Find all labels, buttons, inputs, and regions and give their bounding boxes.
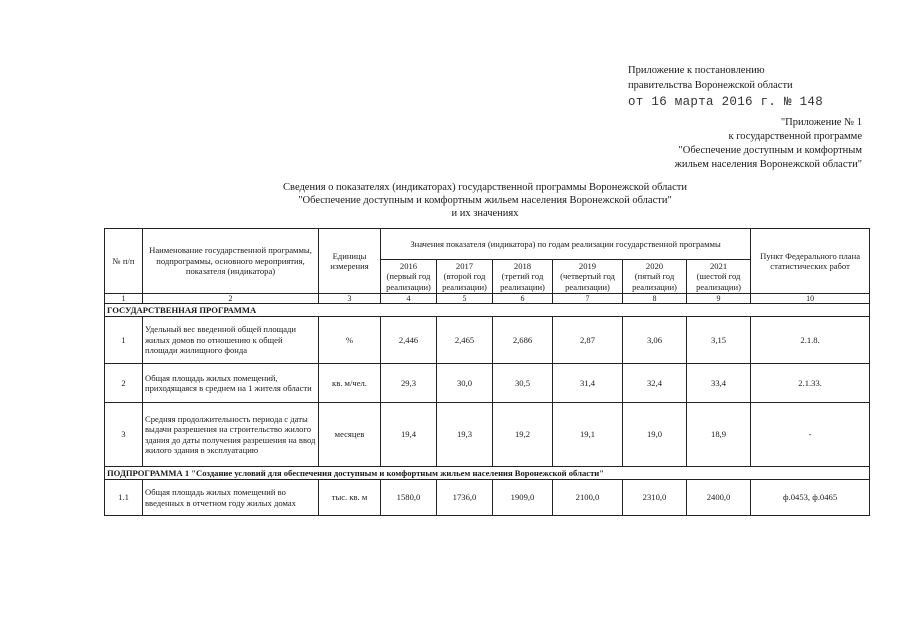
section-subprogram-1-row <box>105 467 870 480</box>
document-title-line-1: Сведения о показателях (индикаторах) государственной программы Воронежской области <box>283 182 687 193</box>
table-header-row <box>105 229 870 260</box>
row-value-2017: 1736,0 <box>437 480 493 516</box>
row-num: 2 <box>105 364 143 403</box>
table-row <box>105 403 870 467</box>
program-appendix-line-1: "Приложение № 1 <box>780 117 862 128</box>
column-number-row <box>105 294 870 304</box>
row-value-2016: 2,446 <box>381 317 437 364</box>
header-unit: Единицы измерения <box>319 229 381 294</box>
indicators-table <box>104 228 870 516</box>
document-title-line-2: "Обеспечение доступным и комфортным жильем населения Воронежской области" <box>298 195 672 206</box>
document-title-line-3: и их значениях <box>451 208 519 219</box>
header-values-group: Значения показателя (индикатора) по годам реализации государственной программы <box>381 229 751 260</box>
header-year-cell <box>437 260 493 294</box>
header-year-cell <box>623 260 687 294</box>
header-num: № п/п <box>105 229 143 294</box>
header-year-label: (третий год реализации) <box>500 271 545 292</box>
row-unit: % <box>319 317 381 364</box>
header-year: 2019 <box>578 260 597 271</box>
row-indicator-name: Общая площадь жилых помещений, приходящаяся в среднем на 1 жителя области <box>143 364 319 403</box>
row-value-2020: 19,0 <box>623 403 687 467</box>
program-appendix-line-4: жильем населения Воронежской области" <box>674 159 862 170</box>
header-federal-plan: Пункт Федерального плана статистических работ <box>751 229 870 294</box>
header-year: 2020 <box>645 260 664 271</box>
row-value-2020: 2310,0 <box>623 480 687 516</box>
row-indicator-name: Удельный вес введенной общей площади жилых домов по отношению к общей площади жилищного фонда <box>143 317 319 364</box>
row-unit: тыс. кв. м <box>319 480 381 516</box>
program-appendix-line-3: "Обеспечение доступным и комфортным <box>678 145 862 156</box>
row-federal-plan: 2.1.33. <box>751 364 870 403</box>
row-value-2020: 32,4 <box>623 364 687 403</box>
row-value-2019: 2,87 <box>553 317 623 364</box>
appendix-line-1: Приложение к постановлению <box>628 65 765 76</box>
row-value-2019: 2100,0 <box>553 480 623 516</box>
row-value-2017: 30,0 <box>437 364 493 403</box>
header-year-cell <box>381 260 437 294</box>
appendix-line-2: правительства Воронежской области <box>628 80 793 91</box>
header-year-label: (второй год реализации) <box>442 271 487 292</box>
column-number: 9 <box>687 294 751 304</box>
row-num: 3 <box>105 403 143 467</box>
column-number: 2 <box>143 294 319 304</box>
row-indicator-name: Средняя продолжительность периода с даты выдачи разрешения на строительство жилого здания до даты получения разрешения на ввод жилого здания в эксплуатацию <box>143 403 319 467</box>
date-stamp: от 16 марта 2016 г. № 148 <box>628 95 824 109</box>
column-number: 7 <box>553 294 623 304</box>
row-value-2018: 2,686 <box>493 317 553 364</box>
header-year-label: (пятый год реализации) <box>632 271 677 292</box>
row-federal-plan: - <box>751 403 870 467</box>
row-value-2021: 33,4 <box>687 364 751 403</box>
column-number: 6 <box>493 294 553 304</box>
row-value-2019: 19,1 <box>553 403 623 467</box>
header-year-label: (шестой год реализации) <box>696 271 741 292</box>
section-state-program: ГОСУДАРСТВЕННАЯ ПРОГРАММА <box>105 304 870 317</box>
row-value-2018: 1909,0 <box>493 480 553 516</box>
table-row <box>105 480 870 516</box>
column-number: 8 <box>623 294 687 304</box>
header-year-label: (первый год реализации) <box>386 271 431 292</box>
row-value-2021: 2400,0 <box>687 480 751 516</box>
header-year: 2017 <box>455 260 474 271</box>
row-value-2017: 2,465 <box>437 317 493 364</box>
program-appendix-line-2: к государственной программе <box>728 131 862 142</box>
row-value-2016: 29,3 <box>381 364 437 403</box>
row-value-2020: 3,06 <box>623 317 687 364</box>
row-value-2018: 30,5 <box>493 364 553 403</box>
header-year-cell <box>687 260 751 294</box>
row-value-2019: 31,4 <box>553 364 623 403</box>
column-number: 5 <box>437 294 493 304</box>
row-value-2016: 19,4 <box>381 403 437 467</box>
row-unit: месяцев <box>319 403 381 467</box>
row-value-2021: 18,9 <box>687 403 751 467</box>
table-row <box>105 317 870 364</box>
column-number: 10 <box>751 294 870 304</box>
header-year: 2021 <box>709 260 728 271</box>
row-value-2017: 19,3 <box>437 403 493 467</box>
header-year: 2018 <box>513 260 532 271</box>
header-year-cell <box>553 260 623 294</box>
row-federal-plan: 2.1.8. <box>751 317 870 364</box>
row-value-2021: 3,15 <box>687 317 751 364</box>
row-indicator-name: Общая площадь жилых помещений во введенных в отчетном году жилых домах <box>143 480 319 516</box>
header-year-label: (четвертый год реализации) <box>560 271 615 292</box>
row-num: 1.1 <box>105 480 143 516</box>
section-state-program-row <box>105 304 870 317</box>
row-value-2016: 1580,0 <box>381 480 437 516</box>
header-year: 2016 <box>399 260 418 271</box>
row-unit: кв. м/чел. <box>319 364 381 403</box>
row-num: 1 <box>105 317 143 364</box>
row-federal-plan: ф.0453, ф.0465 <box>751 480 870 516</box>
section-subprogram-1: ПОДПРОГРАММА 1 "Создание условий для обеспечения доступным и комфортным жильем населения Воронежской области" <box>105 467 870 480</box>
header-year-cell <box>493 260 553 294</box>
row-value-2018: 19,2 <box>493 403 553 467</box>
header-name: Наименование государственной программы, подпрограммы, основного мероприятия, показателя (индикатора) <box>143 229 319 294</box>
column-number: 1 <box>105 294 143 304</box>
column-number: 4 <box>381 294 437 304</box>
table-row <box>105 364 870 403</box>
column-number: 3 <box>319 294 381 304</box>
